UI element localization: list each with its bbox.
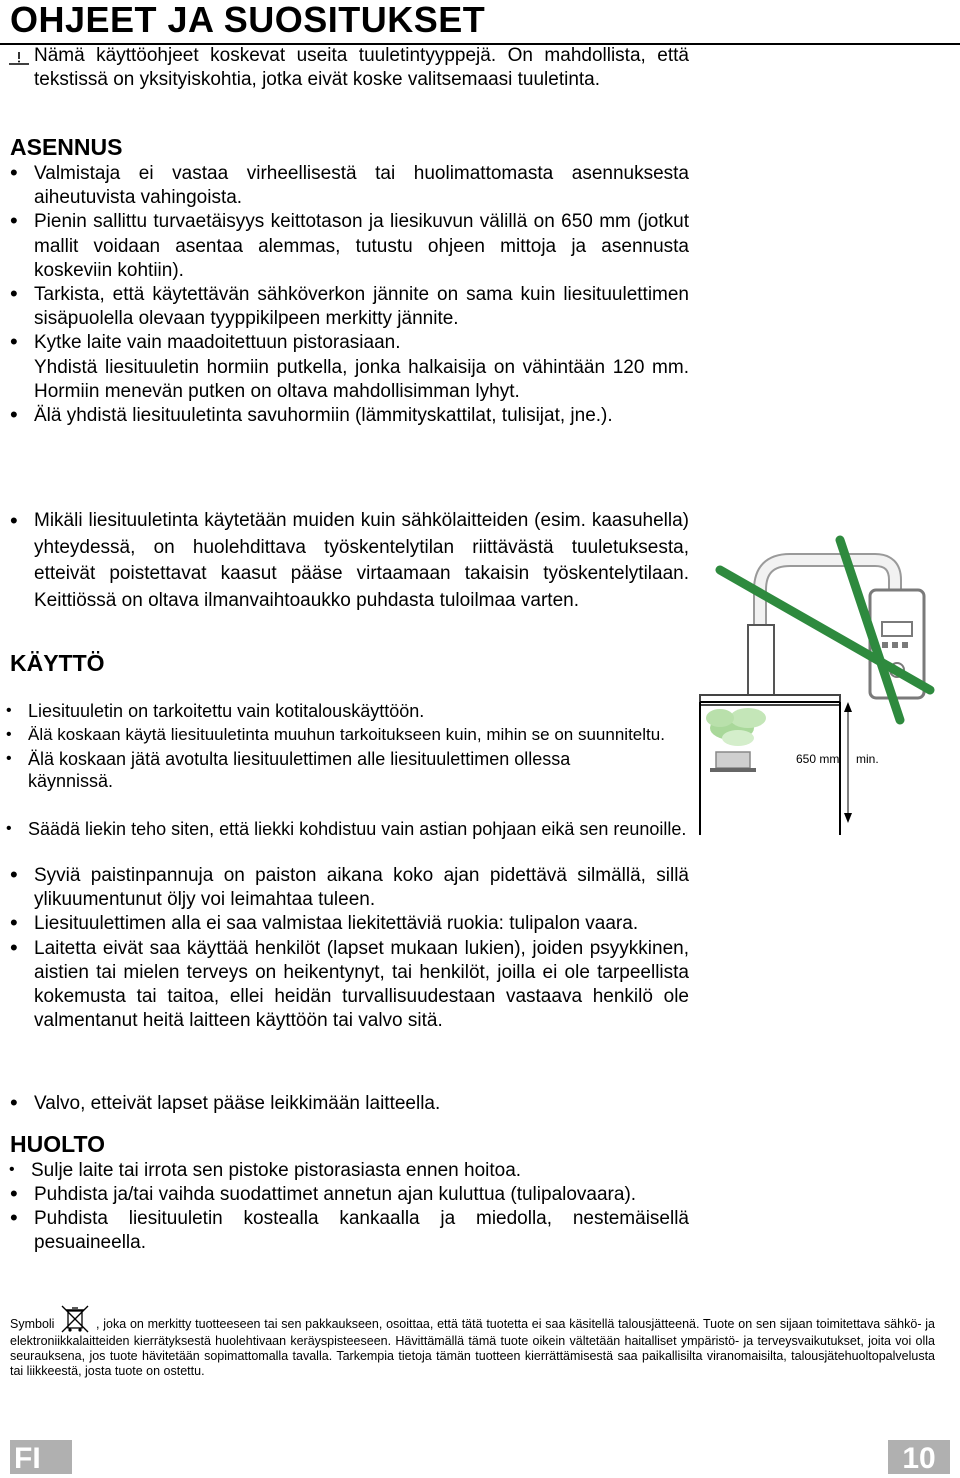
bullet-icon: • (6, 820, 12, 837)
bullet-icon: • (9, 1161, 15, 1178)
bullet-icon: • (10, 508, 18, 533)
section-heading-huolto: HUOLTO (10, 1131, 105, 1157)
distance-label: 650 mm (796, 752, 840, 766)
disposal-note: Symboli , joka on merkitty tuotteeseen tai sen pakkaukseen, osoittaa, että tätä tuotetta ei saa käsitellä talousjätteenä. Tuote on sen sijaan toimitettava sähkö- ja elektroniikkalaitteiden kierrätyksestä huolehtivaan keräyspisteeseen. Hävittämällä tämä tuote oikein vältetään haitalliset ympäristö- ja terveysvaikutukset, joita voi olla seurauksena, jos tuote hävitetään sopimattomalla tavalla. Tarkempia tietoja tämän tuotteen kierrättämisestä saa paikallisilta viranomaisilta, talousjätehuoltopalvelusta tai liikkeestä, josta tuote on ostettu. (10, 1304, 935, 1380)
bullet-icon: • (10, 160, 18, 185)
kaytto-list-top (6, 700, 688, 792)
bullet-icon: • (6, 726, 12, 743)
bullet-icon: • (10, 402, 18, 428)
bullet-icon: • (10, 329, 18, 355)
page-title: OHJEET JA SUOSITUKSET (10, 0, 486, 40)
list-item: • Älä koskaan jätä avotulta liesituulettimen alle liesituulettimen ollessa käynnissä. (6, 749, 571, 791)
list-item: • Liesituulettimen alla ei saa valmistaa liekitettäviä ruokia: tulipalon vaara. (10, 910, 639, 936)
list-item: • Syviä paistinpannuja on paiston aikana koko ajan pidettävä silmällä, sillä ylikuumentunut öljy voi leimahtaa tuleen. (10, 862, 689, 911)
page-number: 10 (888, 1440, 950, 1474)
bullet-icon: • (10, 862, 18, 887)
list-item: • Älä koskaan käytä liesituuletinta muuhun tarkoitukseen kuin, mihin se on suunniteltu. (6, 725, 665, 744)
section-heading-kaytto: KÄYTTÖ (10, 650, 105, 676)
bullet-icon: • (6, 702, 12, 719)
bullet-icon: • (10, 1181, 18, 1206)
bullet-icon: • (10, 934, 18, 960)
huolto-list (10, 1181, 689, 1256)
steam-icon (706, 708, 766, 746)
language-tab: FI (10, 1440, 72, 1474)
list-item: • Valmistaja ei vastaa virheellisestä tai huolimattomasta asennuksesta aiheutuvista vahingoista. (10, 160, 689, 209)
list-item: • Puhdista ja/tai vaihda suodattimet annetun ajan kuluttua (tulipalovaara). (10, 1181, 637, 1206)
bullet-icon: • (10, 281, 18, 307)
bullet-icon: • (10, 1205, 18, 1231)
min-label: min. (856, 752, 879, 766)
list-item: • Tarkista, että käytettävän sähköverkon jännite on sama kuin liesituulettimen sisäpuolella olevaan tyyppikilpeen merkitty jännite. (10, 281, 689, 330)
list-item: • Liesituuletin on tarkoitettu vain kotitalouskäyttöön. (6, 701, 425, 721)
asennus-list (10, 160, 689, 428)
bullet-icon: • (10, 910, 18, 936)
kaytto-list-bottom (10, 862, 689, 1033)
list-item: • Valvo, etteivät lapset pääse leikkimään laitteella. (10, 1090, 441, 1115)
list-item: • Puhdista liesituuletin kostealla kankaalla ja miedolla, nestemäisellä pesuaineella. (10, 1205, 689, 1254)
list-item: • Pienin sallittu turvaetäisyys keittotason ja liesikuvun välillä on 650 mm (jotkut mallit voidaan asentaa alemmas, tutustu ohjeen mittoja ja asennusta koskeviin kohtiin). (10, 208, 689, 281)
list-item: • Sulje laite tai irrota sen pistoke pistorasiasta ennen hoitoa. (9, 1160, 522, 1181)
list-item: • Laitetta eivät saa käyttää henkilöt (lapset mukaan lukien), joiden psyykkinen, aistien tai mielen terveys on heikentynyt, tai henkilöt, joilla ei ole tarpeellista kokemusta tai taitoa, ellei heidän turvallisuudestaan vastaava henkilö ole valmentanut heitä laitteen käyttöön tai valvo sitä. (10, 934, 689, 1032)
bullet-icon: • (6, 750, 12, 767)
bullet-icon: • (10, 208, 18, 234)
list-item: • Kytke laite vain maadoitettuun pistorasiaan. (10, 329, 401, 355)
list-item: Yhdistä liesituuletin hormiin putkella, jonka halkaisija on vähintään 120 mm. Hormiin menevän putken on oltava mahdollisimman lyhyt. (34, 356, 689, 402)
weee-bin-icon (60, 1304, 90, 1334)
installation-illustration (690, 530, 950, 860)
section-heading-asennus: ASENNUS (10, 134, 123, 160)
warning-icon (8, 48, 30, 66)
list-item: • Säädä liekin teho siten, että liekki kohdistuu vain astian pohjaan eikä sen reunoille. (6, 819, 687, 839)
list-item: • Mikäli liesituuletinta käytetään muiden kuin sähkölaitteiden (esim. kaasuhella) yhteydessä, on huolehdittava työskentelytilan riittävästä tuuletuksesta, etteivät poistettavat kaasut pääse virtaamaan takaisin työskentelytilaan. Keittiössä on oltava ilmanvaihtoaukko puhdasta tuloilmaa varten. (10, 508, 689, 611)
intro-text: Nämä käyttöohjeet koskevat useita tuuletintyyppejä. On mahdollista, että tekstissä on yksityiskohtia, jotka eivät koske valitsemaasi tuuletinta. (34, 45, 689, 91)
bullet-icon: • (10, 1090, 18, 1115)
list-item: • Älä yhdistä liesituuletinta savuhormiin (lämmityskattilat, tulisijat, jne.). (10, 402, 613, 428)
